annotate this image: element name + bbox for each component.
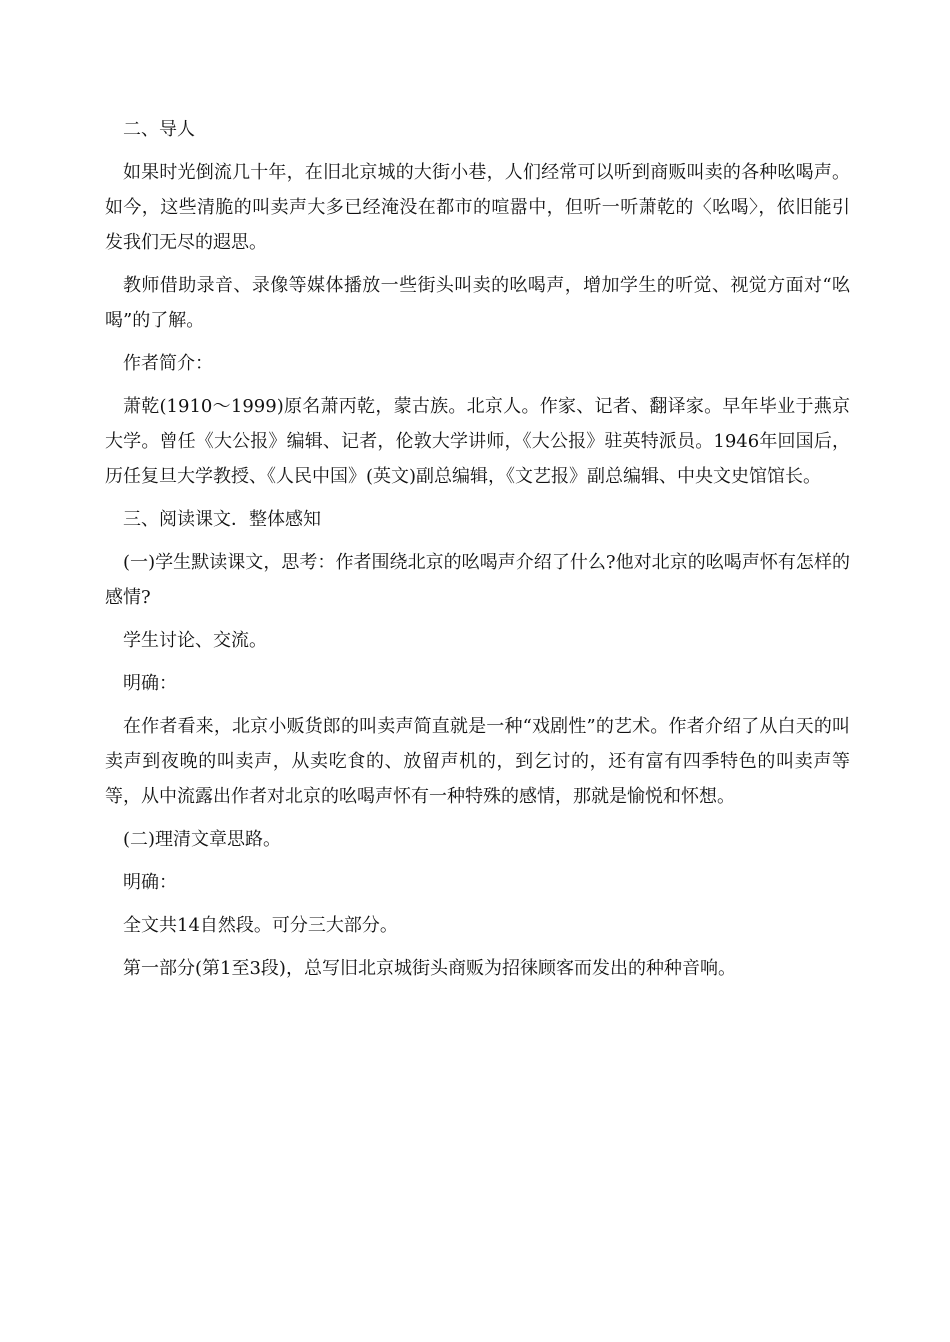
paragraph-media: 教师借助录音、录像等媒体播放一些街头叫卖的吆喝声，增加学生的听觉、视觉方面对“吆喝”的了解。: [105, 275, 850, 331]
paragraph-part-one: 第一部分(第1至3段)，总写旧北京城街头商贩为招徕顾客而发出的种种音响。: [123, 958, 736, 979]
paragraph-question-one: (一)学生默读课文，思考：作者围绕北京的吆喝声介绍了什么?他对北京的吆喝声怀有怎样的感情?: [105, 552, 850, 608]
paragraph-author-bio: 萧乾(1910～1999)原名萧丙乾，蒙古族。北京人。作家、记者、翻译家。早年毕业于燕京大学。曾任《大公报》编辑、记者，伦敦大学讲师，《大公报》驻英特派员。1946年回国后，历任复旦大学教授、《人民中国》(英文)副总编辑，《文艺报》副总编辑、中央文史馆馆长。: [105, 396, 850, 487]
paragraph-intro: 如果时光倒流几十年，在旧北京城的大街小巷，人们经常可以听到商贩叫卖的各种吆喝声。如今，这些清脆的叫卖声大多已经淹没在都市的喧嚣中，但听一听萧乾的〈吆喝〉，依旧能引发我们无尽的遐思。: [105, 162, 850, 253]
paragraph-structure: 全文共14自然段。可分三大部分。: [123, 915, 398, 936]
paragraph-question-two: (二)理清文章思路。: [123, 829, 282, 850]
label-clarify: 明确：: [123, 673, 177, 694]
section-heading-reading: 三、阅读课文．整体感知: [123, 509, 321, 530]
paragraph-discussion: 学生讨论、交流。: [123, 630, 267, 651]
paragraph-clarify-answer: 在作者看来，北京小贩货郎的叫卖声简直就是一种“戏剧性”的艺术。作者介绍了从白天的叫卖声到夜晚的叫卖声，从卖吃食的、放留声机的，到乞讨的，还有富有四季特色的叫卖声等等，从中流露出作者对北京的吆喝声怀有一种特殊的感情，那就是愉悦和怀想。: [105, 716, 850, 807]
label-clarify-two: 明确：: [123, 872, 177, 893]
heading-author-profile: 作者简介：: [123, 353, 213, 374]
section-heading-introduction: 二、导人: [123, 119, 195, 140]
